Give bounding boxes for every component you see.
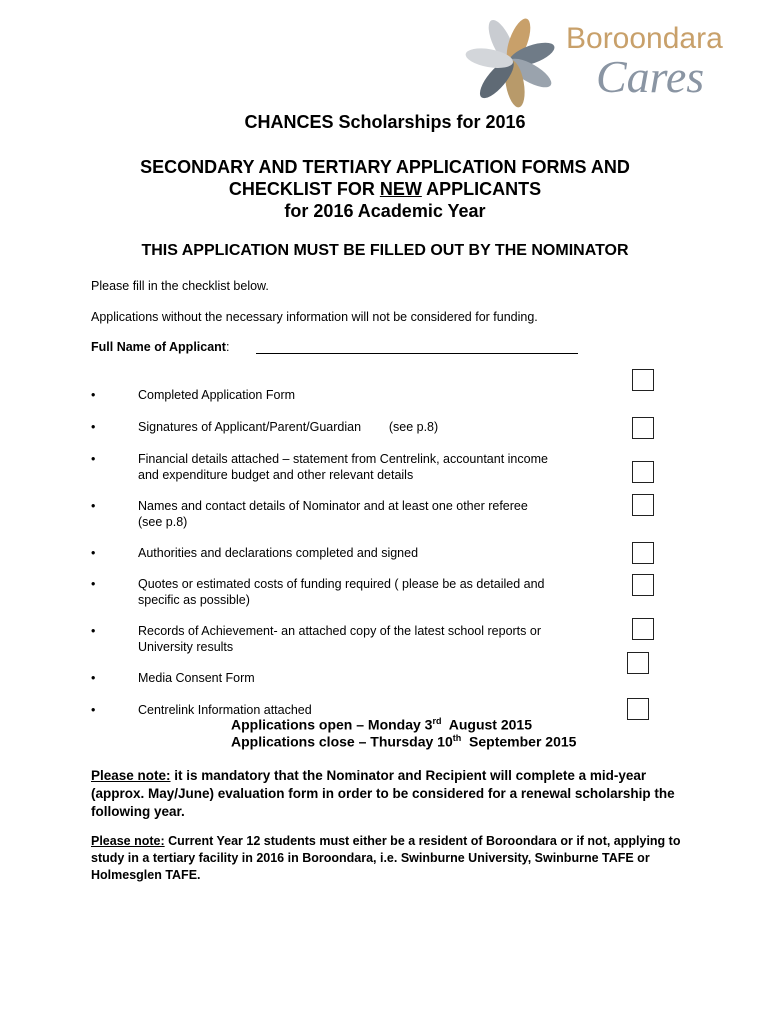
- subtitle-line3: for 2016 Academic Year: [284, 201, 486, 221]
- note-year12: [91, 833, 681, 884]
- subtitle-new-underlined: NEW: [379, 179, 422, 199]
- bullet: •: [91, 546, 96, 560]
- subtitle-line2: [0, 178, 770, 200]
- applications-close: [231, 733, 576, 750]
- checklist-item-text: Names and contact details of Nominator and at least one other referee: [138, 499, 528, 513]
- bullet: •: [91, 420, 96, 434]
- checklist-item-text: Quotes or estimated costs of funding required ( please be as detailed and: [138, 577, 545, 591]
- close-month: September 2015: [461, 733, 577, 750]
- checkbox-centrelink[interactable]: [627, 698, 649, 720]
- boroondara-cares-logo: [456, 12, 756, 112]
- checkbox-media-consent[interactable]: [627, 652, 649, 674]
- nominator-notice: THIS APPLICATION MUST BE FILLED OUT BY THE NOMINATOR: [141, 242, 629, 259]
- checkbox-records[interactable]: [632, 618, 654, 640]
- note-year12-text: Current Year 12 students must either be a resident of Boroondara or if not, applying to study in a tertiary facility in 2016 in Boroondara, i.e. Swinburne University, Swinburne TAFE or Holmesglen TAFE.: [91, 834, 681, 882]
- fill-in-instruction: Please fill in the checklist below.: [91, 279, 269, 293]
- checklist-item-text: Records of Achievement- an attached copy of the latest school reports or: [138, 624, 541, 638]
- subtitle-line2-post: APPLICANTS: [421, 179, 542, 199]
- note-evaluation: [91, 767, 681, 821]
- open-text: Applications open – Monday 3: [231, 716, 433, 733]
- checklist-item-text: Signatures of Applicant/Parent/Guardian (see p.8): [138, 420, 439, 434]
- checklist-item-text-line2: specific as possible): [138, 593, 250, 607]
- checklist-item-text: Media Consent Form: [138, 671, 255, 685]
- bullet: •: [91, 499, 96, 513]
- checklist-item-text-line2: University results: [138, 640, 234, 654]
- checklist-item-text: Centrelink Information attached: [138, 703, 312, 717]
- checklist-item-text-line2: (see p.8): [138, 515, 188, 529]
- applicant-name-label: Full Name of Applicant: [91, 340, 226, 354]
- missing-info-warning: Applications without the necessary information will not be considered for funding.: [91, 310, 538, 324]
- checkbox-authorities[interactable]: [632, 542, 654, 564]
- open-ordinal: rd: [432, 716, 442, 726]
- logo-brand-line2: Cares: [596, 51, 705, 102]
- bullet: •: [91, 577, 96, 591]
- checklist-item-text: Authorities and declarations completed and signed: [138, 546, 419, 560]
- logo-brand-line1: Boroondara: [566, 22, 723, 55]
- checklist-item-text-line2: and expenditure budget and other relevant details: [138, 468, 414, 482]
- checkbox-nominator-details[interactable]: [632, 494, 654, 516]
- checklist-item-text: Completed Application Form: [138, 388, 296, 402]
- checklist-item-text: Financial details attached – statement from Centrelink, accountant income: [138, 452, 548, 466]
- applicant-name-field[interactable]: [256, 340, 578, 354]
- note-label: Please note:: [91, 834, 165, 848]
- checkbox-signatures[interactable]: [632, 417, 654, 439]
- page-subtitle: [0, 156, 770, 222]
- flower-icon: [456, 12, 566, 112]
- bullet: •: [91, 624, 96, 638]
- note-evaluation-text: it is mandatory that the Nominator and Recipient will complete a mid-year (approx. May/June) evaluation form in order to be considered for a renewal scholarship the following year.: [91, 768, 675, 819]
- page-title: CHANCES Scholarships for 2016: [244, 112, 526, 132]
- bullet: •: [91, 452, 96, 466]
- checkbox-quotes[interactable]: [632, 574, 654, 596]
- applicant-name-row: [91, 340, 229, 354]
- applicant-name-colon: :: [225, 340, 230, 354]
- close-ordinal: th: [452, 733, 462, 743]
- bullet: •: [91, 388, 96, 402]
- close-text: Applications close – Thursday 10: [231, 733, 453, 750]
- note-label: Please note:: [91, 768, 171, 783]
- subtitle-line1: SECONDARY AND TERTIARY APPLICATION FORMS AND: [140, 157, 630, 177]
- subtitle-line2-pre: CHECKLIST FOR: [228, 179, 380, 199]
- open-month: August 2015: [441, 716, 532, 733]
- bullet: •: [91, 671, 96, 685]
- checkbox-application-form[interactable]: [632, 369, 654, 391]
- checkbox-financial-details[interactable]: [632, 461, 654, 483]
- applications-open: [231, 716, 532, 733]
- bullet: •: [91, 703, 96, 717]
